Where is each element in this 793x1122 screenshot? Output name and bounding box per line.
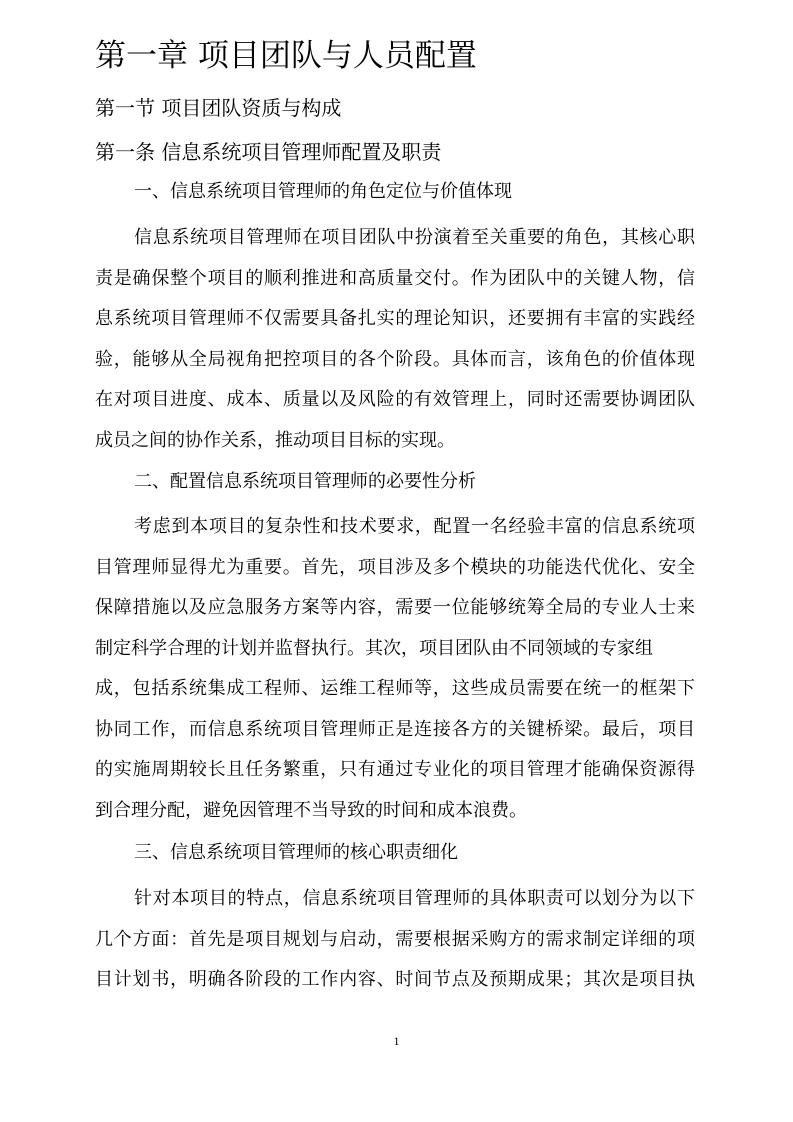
subsection-heading-role: 一、信息系统项目管理师的角色定位与价值体现: [134, 181, 512, 202]
paragraph-line: 保障措施以及应急服务方案等内容，需要一位能够统筹全局的专业人士来: [95, 597, 695, 618]
subsection-heading-necessity: 二、配置信息系统项目管理师的必要性分析: [134, 471, 476, 492]
paragraph-line: 考虑到本项目的复杂性和技术要求，配置一名经验丰富的信息系统项: [134, 516, 695, 537]
paragraph-line: 针对本项目的特点，信息系统项目管理师的具体职责可以划分为以下: [134, 888, 695, 909]
paragraph-line: 几个方面：首先是项目规划与启动，需要根据采购方的需求制定详细的项: [95, 928, 695, 950]
paragraph-line: 协同工作，而信息系统项目管理师正是连接各方的关键桥梁。最后，项目: [95, 718, 695, 740]
paragraph-line: 信息系统项目管理师在项目团队中扮演着至关重要的角色，其核心职: [134, 227, 695, 248]
paragraph-line: 息系统项目管理师不仅需要具备扎实的理论知识，还要拥有丰富的实践经: [95, 308, 695, 329]
subsection-heading-duties: 三、信息系统项目管理师的核心职责细化: [134, 842, 458, 863]
paragraph-line: 目管理师显得尤为重要。首先，项目涉及多个模块的功能迭代优化、安全: [95, 556, 695, 578]
section-title: 第一节 项目团队资质与构成: [95, 96, 342, 120]
paragraph-necessity: [95, 507, 695, 831]
paragraph-line: 验，能够从全局视角把控项目的各个阶段。具体而言，该角色的价值体现: [95, 348, 695, 370]
paragraph-line: 的实施周期较长且任务繁重，只有通过专业化的项目管理才能确保资源得: [95, 759, 695, 780]
paragraph-role: [95, 218, 695, 461]
paragraph-duties: [95, 879, 695, 1001]
paragraph-line: 目计划书，明确各阶段的工作内容、时间节点及预期成果；其次是项目执: [95, 969, 695, 990]
page-number: 1: [393, 1034, 400, 1048]
paragraph-line: 到合理分配，避免因管理不当导致的时间和成本浪费。: [95, 799, 527, 821]
paragraph-line: 成员之间的协作关系，推动项目目标的实现。: [95, 429, 455, 451]
paragraph-line: 制定科学合理的计划并监督执行。其次，项目团队由不同领域的专家组: [95, 637, 653, 659]
paragraph-line: 责是确保整个项目的顺利推进和高质量交付。作为团队中的关键人物，信: [95, 267, 695, 289]
paragraph-line: 在对项目进度、成本、质量以及风险的有效管理上，同时还需要协调团队: [95, 389, 695, 410]
article-title: 第一条 信息系统项目管理师配置及职责: [95, 140, 442, 164]
paragraph-line: 成，包括系统集成工程师、运维工程师等，这些成员需要在统一的框架下: [95, 678, 695, 699]
chapter-title: 第一章 项目团队与人员配置: [95, 38, 477, 74]
